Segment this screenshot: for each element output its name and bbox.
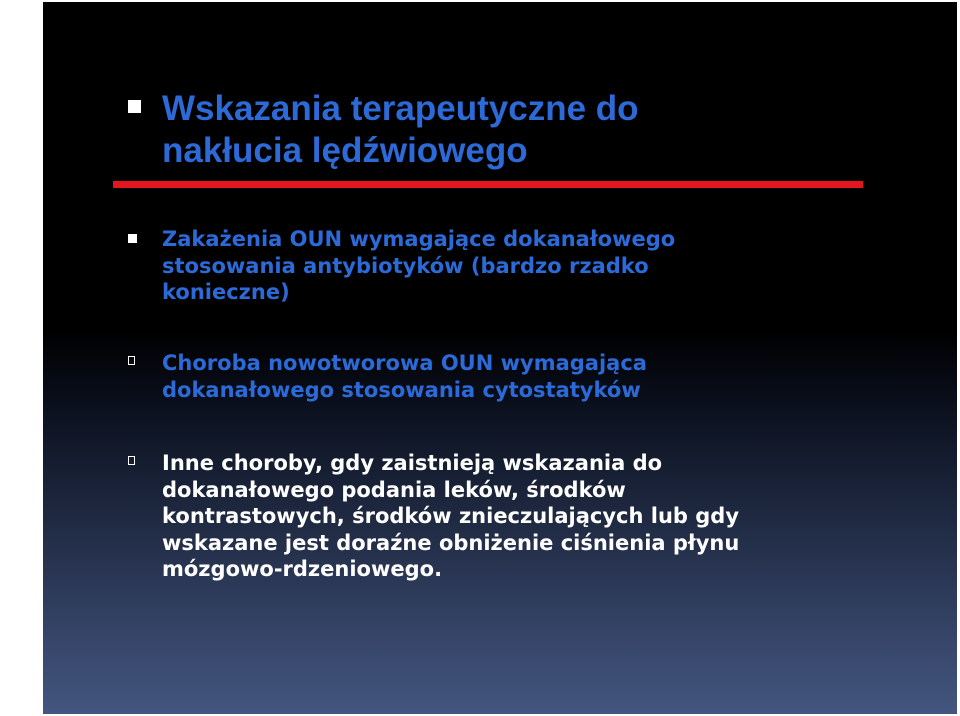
slide-title [162,88,882,172]
decorative-bar [27,46,32,116]
bullet-3-line-4: wskazane jest doraźne obniżenie ciśnienia płynu [162,530,740,555]
title-underline-bar [113,181,863,188]
bullet-3-line-1: Inne choroby, gdy zaistnieją wskazania do [162,451,663,475]
title-bullet-icon [128,100,141,113]
bullet-3-line-5: mózgowo-rdzeniowego. [162,557,443,581]
decorative-bar [30,496,37,518]
decorative-bar [30,522,37,622]
square-bullet-icon [128,356,135,365]
bullet-2-line-2: dokanałowego stosowania cytostatyków [162,377,641,402]
decorative-bar [2,74,16,116]
bullet-1-line-3: konieczne) [162,280,290,304]
bullet-1-line-1: Zakażenia OUN wymagające dokanałowego [162,227,676,251]
decorative-bar [34,46,37,116]
slide-title-line-2: nakłucia lędźwiowego [162,131,528,170]
decorative-bar [30,626,37,696]
slide-title-line-1: Wskazania terapeutyczne do [162,89,639,128]
decorative-bar [39,46,41,116]
square-bullet-icon [128,456,135,465]
bullet-1-line-2: stosowania antybiotyków (bardzo rzadko [162,253,649,278]
bullet-3-line-2: dokanałowego podania leków, środków [162,477,626,502]
bullet-text-2 [162,350,647,403]
bullet-3-line-3: kontrastowych, środków znieczulających lub gdy [162,504,740,528]
decorative-bar [18,46,25,116]
bullet-2-line-1: Choroba nowotworowa OUN wymagająca [162,351,647,375]
bullet-text-1 [162,226,675,306]
square-bullet-icon [128,234,137,243]
bullet-text-3 [162,450,739,583]
decorative-bar [30,472,37,492]
